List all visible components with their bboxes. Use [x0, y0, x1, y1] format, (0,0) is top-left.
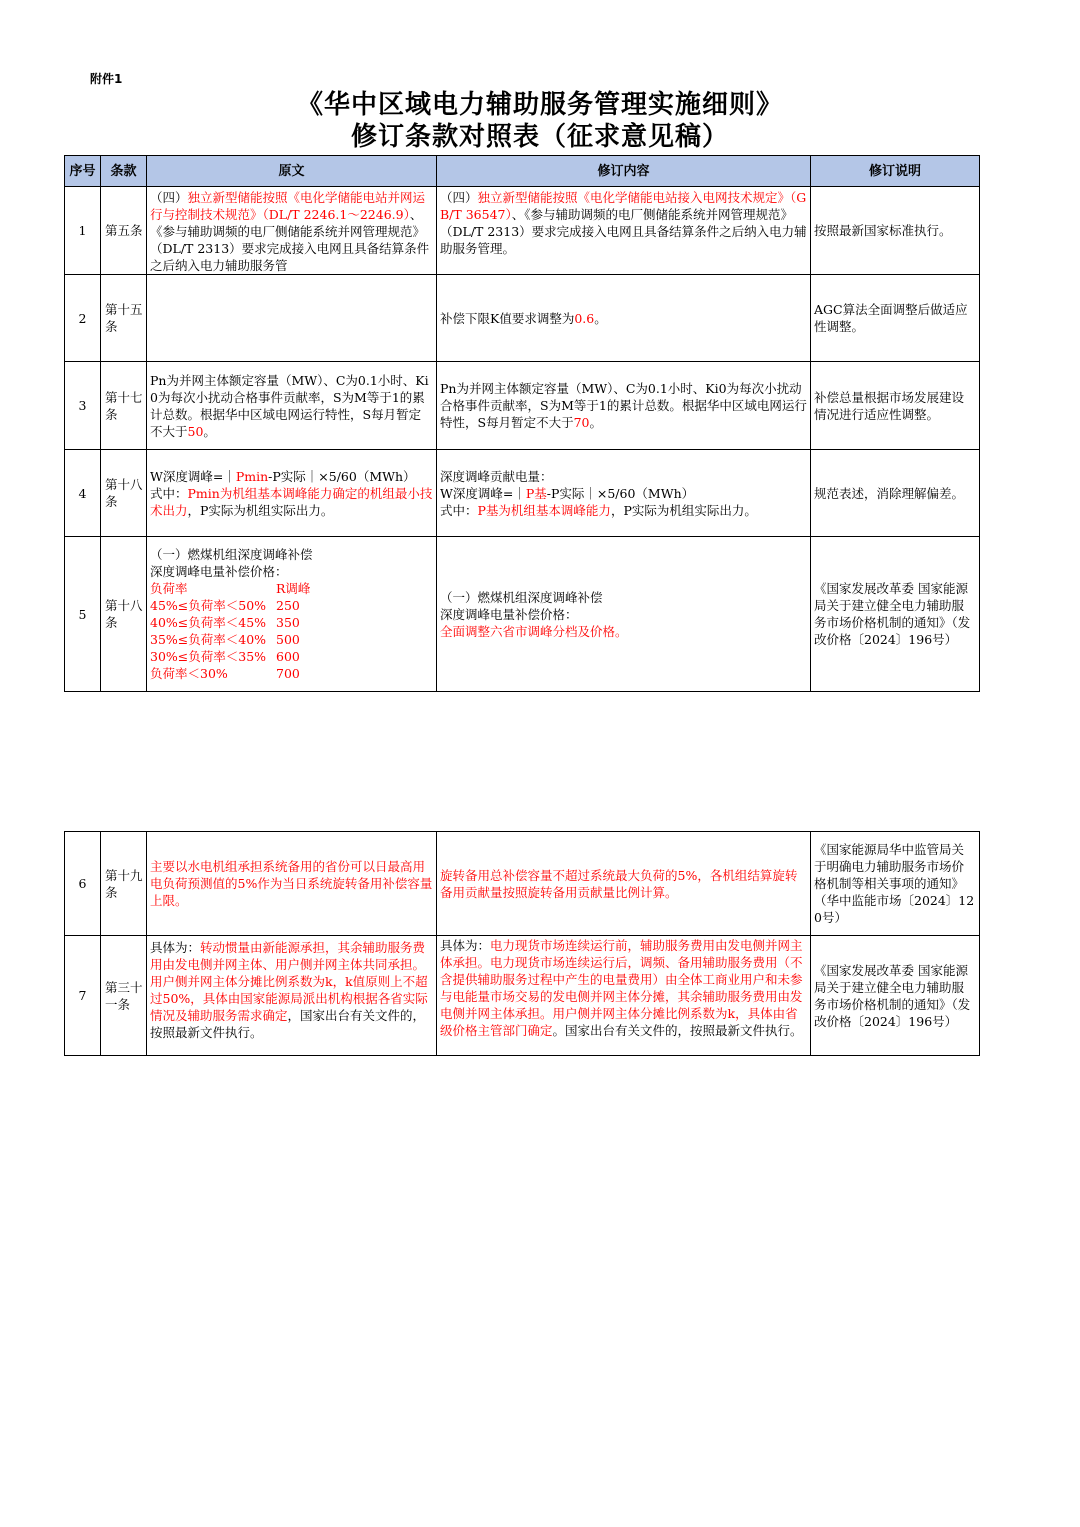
rate-value: 250 — [276, 598, 300, 613]
row-original — [147, 362, 437, 450]
row-revised — [437, 537, 811, 692]
text-line: 深度调峰贡献电量： — [440, 468, 553, 484]
comparison-table-page1 — [64, 155, 980, 692]
row-clause: 第十八条 — [101, 537, 147, 692]
row-note: 《国家能源局华中监管局关于明确电力辅助服务市场价格机制等相关事项的通知》（华中监能市场〔2024〕120号） — [811, 832, 980, 936]
header-clause: 条款 — [101, 156, 147, 187]
row-clause: 第五条 — [101, 187, 147, 275]
row-original — [147, 537, 437, 692]
text-segment: 式中： — [150, 485, 188, 501]
text-line: 深度调峰电量补偿价格： — [440, 606, 578, 622]
header-original: 原文 — [147, 156, 437, 187]
rate-label: 30%≤负荷率＜35% — [150, 649, 267, 664]
text-segment: -P实际｜×5/60（MWh） — [268, 468, 416, 484]
rate-row — [150, 665, 433, 682]
row-revised — [437, 450, 811, 537]
text-segment: （四） — [440, 190, 478, 205]
attachment-label: 附件1 — [90, 72, 123, 86]
header-no: 序号 — [65, 156, 101, 187]
text-segment: 补偿下限K值要求调整为 — [440, 310, 575, 326]
row-no: 1 — [65, 187, 101, 275]
table-row — [65, 936, 980, 1056]
row-note: 补偿总量根据市场发展建设情况进行适应性调整。 — [811, 362, 980, 450]
highlight-text: 70 — [573, 415, 590, 430]
rate-label: 40%≤负荷率＜45% — [150, 615, 267, 630]
table-row — [65, 450, 980, 537]
text-segment: 、《参与辅助调频的电厂侧储能系统并网管理规范》（DL/T 2313）要求完成接入电网且具备结算条件之后纳入电力辅助服务管理。 — [440, 207, 807, 256]
row-original — [147, 936, 437, 1056]
row-no: 6 — [65, 832, 101, 936]
row-no: 4 — [65, 450, 101, 537]
header-revised: 修订内容 — [437, 156, 811, 187]
row-clause: 第十七条 — [101, 362, 147, 450]
highlight-text: P基为机组基本调峰能力 — [477, 502, 611, 518]
row-note: 《国家发展改革委 国家能源局关于建立健全电力辅助服务市场价格机制的通知》（发改价格〔2024〕196号） — [811, 537, 980, 692]
text-segment: 具体为： — [440, 938, 491, 953]
text-segment: ，P实际为机组实际出力。 — [610, 502, 757, 518]
row-original — [147, 187, 437, 275]
table-header-row — [65, 156, 980, 187]
row-no: 2 — [65, 275, 101, 362]
row-no: 3 — [65, 362, 101, 450]
text-segment: 。国家出台有关文件的，按照最新文件执行。 — [552, 1023, 803, 1038]
text-segment: ，国家出台有关文件的，按照最新文件执行。 — [150, 1008, 426, 1040]
comparison-table-page2 — [64, 831, 980, 1056]
row-revised — [437, 187, 811, 275]
highlight-text: 全面调整六省市调峰分档及价格。 — [440, 623, 628, 639]
row-no: 5 — [65, 537, 101, 692]
row-clause: 第十八条 — [101, 450, 147, 537]
text-segment: Pn为并网主体额定容量（MW）、C为0.1小时、Ki0为每次小扰动合格事件贡献率，S为M等于1的累计总数。根据华中区域电网运行特性，S每月暂定不大于 — [150, 372, 429, 439]
text-segment: 。 — [203, 423, 216, 439]
text-line: （一）燃煤机组深度调峰补偿 — [440, 589, 603, 605]
rate-value: 350 — [276, 615, 300, 630]
rate-row — [150, 614, 433, 631]
rate-row — [150, 631, 433, 648]
rate-row — [150, 597, 433, 614]
text-line — [440, 485, 807, 502]
row-clause: 第十九条 — [101, 832, 147, 936]
highlight-text: 50 — [187, 423, 204, 439]
table-row — [65, 832, 980, 936]
table-row — [65, 362, 980, 450]
row-revised — [437, 362, 811, 450]
page-subtitle: 修订条款对照表（征求意见稿） — [350, 122, 729, 152]
highlight-text: P基 — [525, 485, 547, 501]
highlight-text: Pmin — [235, 468, 269, 484]
row-note: 规范表述，消除理解偏差。 — [811, 450, 980, 537]
row-clause: 第三十一条 — [101, 936, 147, 1056]
text-segment: （四） — [150, 190, 188, 205]
highlight-text: 独立新型储能按照《电化学储能电站接入电网技术规定》（GB/T 36547） — [440, 190, 807, 222]
table-row — [65, 275, 980, 362]
rate-value: R调峰 — [276, 581, 311, 596]
text-line: （一）燃煤机组深度调峰补偿 — [150, 547, 313, 562]
text-segment: -P实际｜×5/60（MWh） — [546, 485, 695, 501]
row-note: 《国家发展改革委 国家能源局关于建立健全电力辅助服务市场价格机制的通知》（发改价格〔2024〕196号） — [811, 936, 980, 1056]
row-revised — [437, 275, 811, 362]
page-title: 《华中区域电力辅助服务管理实施细则》 — [296, 90, 783, 120]
text-segment: ，P实际为机组实际出力。 — [187, 502, 334, 518]
rate-value: 500 — [276, 632, 300, 647]
highlight-text: 电力现货市场连续运行前，辅助服务费用由发电侧并网主体承担。电力现货市场连续运行后，调频、备用辅助服务费用（不含提供辅助服务过程中产生的电量费用）由全体工商业用户和未参与电能量市场交易的发电侧并网主体分摊，其余辅助服务费用由发电侧并网主体承担。用户侧并网主体分摊比例系数为k，具体由省级价格主管部门确定 — [440, 938, 803, 1038]
rate-value: 600 — [276, 649, 300, 664]
highlight-text: 0.6 — [574, 310, 595, 326]
row-note: 按照最新国家标准执行。 — [811, 187, 980, 275]
row-original — [147, 450, 437, 537]
rate-table — [150, 580, 433, 682]
rate-label: 45%≤负荷率＜50% — [150, 598, 267, 613]
rate-label: 负荷率＜30% — [150, 666, 228, 681]
rate-row — [150, 580, 433, 597]
text-line: 深度调峰电量补偿价格： — [150, 564, 288, 579]
rate-value: 700 — [276, 666, 300, 681]
text-segment: 。 — [589, 415, 602, 430]
text-segment: 、《参与辅助调频的电厂侧储能系统并网管理规范》（DL/T 2313）要求完成接入电网且具备结算条件之后纳入电力辅助服务管 — [150, 207, 430, 273]
text-segment: 。 — [594, 310, 607, 326]
rate-label: 35%≤负荷率＜40% — [150, 632, 267, 647]
row-clause: 第十五条 — [101, 275, 147, 362]
row-original: 主要以水电机组承担系统备用的省份可以日最高用电负荷预测值的5%作为当日系统旋转备用补偿容量上限。 — [147, 832, 437, 936]
rate-row — [150, 648, 433, 665]
table-row — [65, 537, 980, 692]
table-row — [65, 187, 980, 275]
text-segment: 式中： — [440, 502, 478, 518]
highlight-text: 转动惯量由新能源承担，其余辅助服务费用由发电侧并网主体、用户侧并网主体共同承担。用户侧并网主体分摊比例系数为k，k值原则上不超过50%，具体由国家能源局派出机构根据各省实际情况及辅助服务需求确定 — [150, 940, 428, 1023]
text-line — [150, 468, 433, 485]
row-revised — [437, 936, 811, 1056]
text-segment: W深度调峰=｜ — [150, 468, 236, 484]
text-segment: W深度调峰=｜ — [440, 485, 526, 501]
row-revised: 旋转备用总补偿容量不超过系统最大负荷的5%，各机组结算旋转备用贡献量按照旋转备用贡献量比例计算。 — [437, 832, 811, 936]
text-segment: 具体为： — [150, 940, 201, 955]
row-original — [147, 275, 437, 362]
header-note: 修订说明 — [811, 156, 980, 187]
highlight-text: 独立新型储能按照《电化学储能电站并网运行与控制技术规范》（DL/T 2246.1～2246.9） — [150, 190, 426, 222]
text-segment: Pn为并网主体额定容量（MW）、C为0.1小时、Ki0为每次小扰动合格事件贡献率，S为M等于1的累计总数。根据华中区域电网运行特性，S每月暂定不大于 — [440, 381, 807, 430]
rate-label: 负荷率 — [150, 581, 188, 596]
row-no: 7 — [65, 936, 101, 1056]
highlight-text: Pmin为机组基本调峰能力确定的机组最小技术出力 — [150, 485, 433, 518]
row-note: AGC算法全面调整后做适应性调整。 — [811, 275, 980, 362]
